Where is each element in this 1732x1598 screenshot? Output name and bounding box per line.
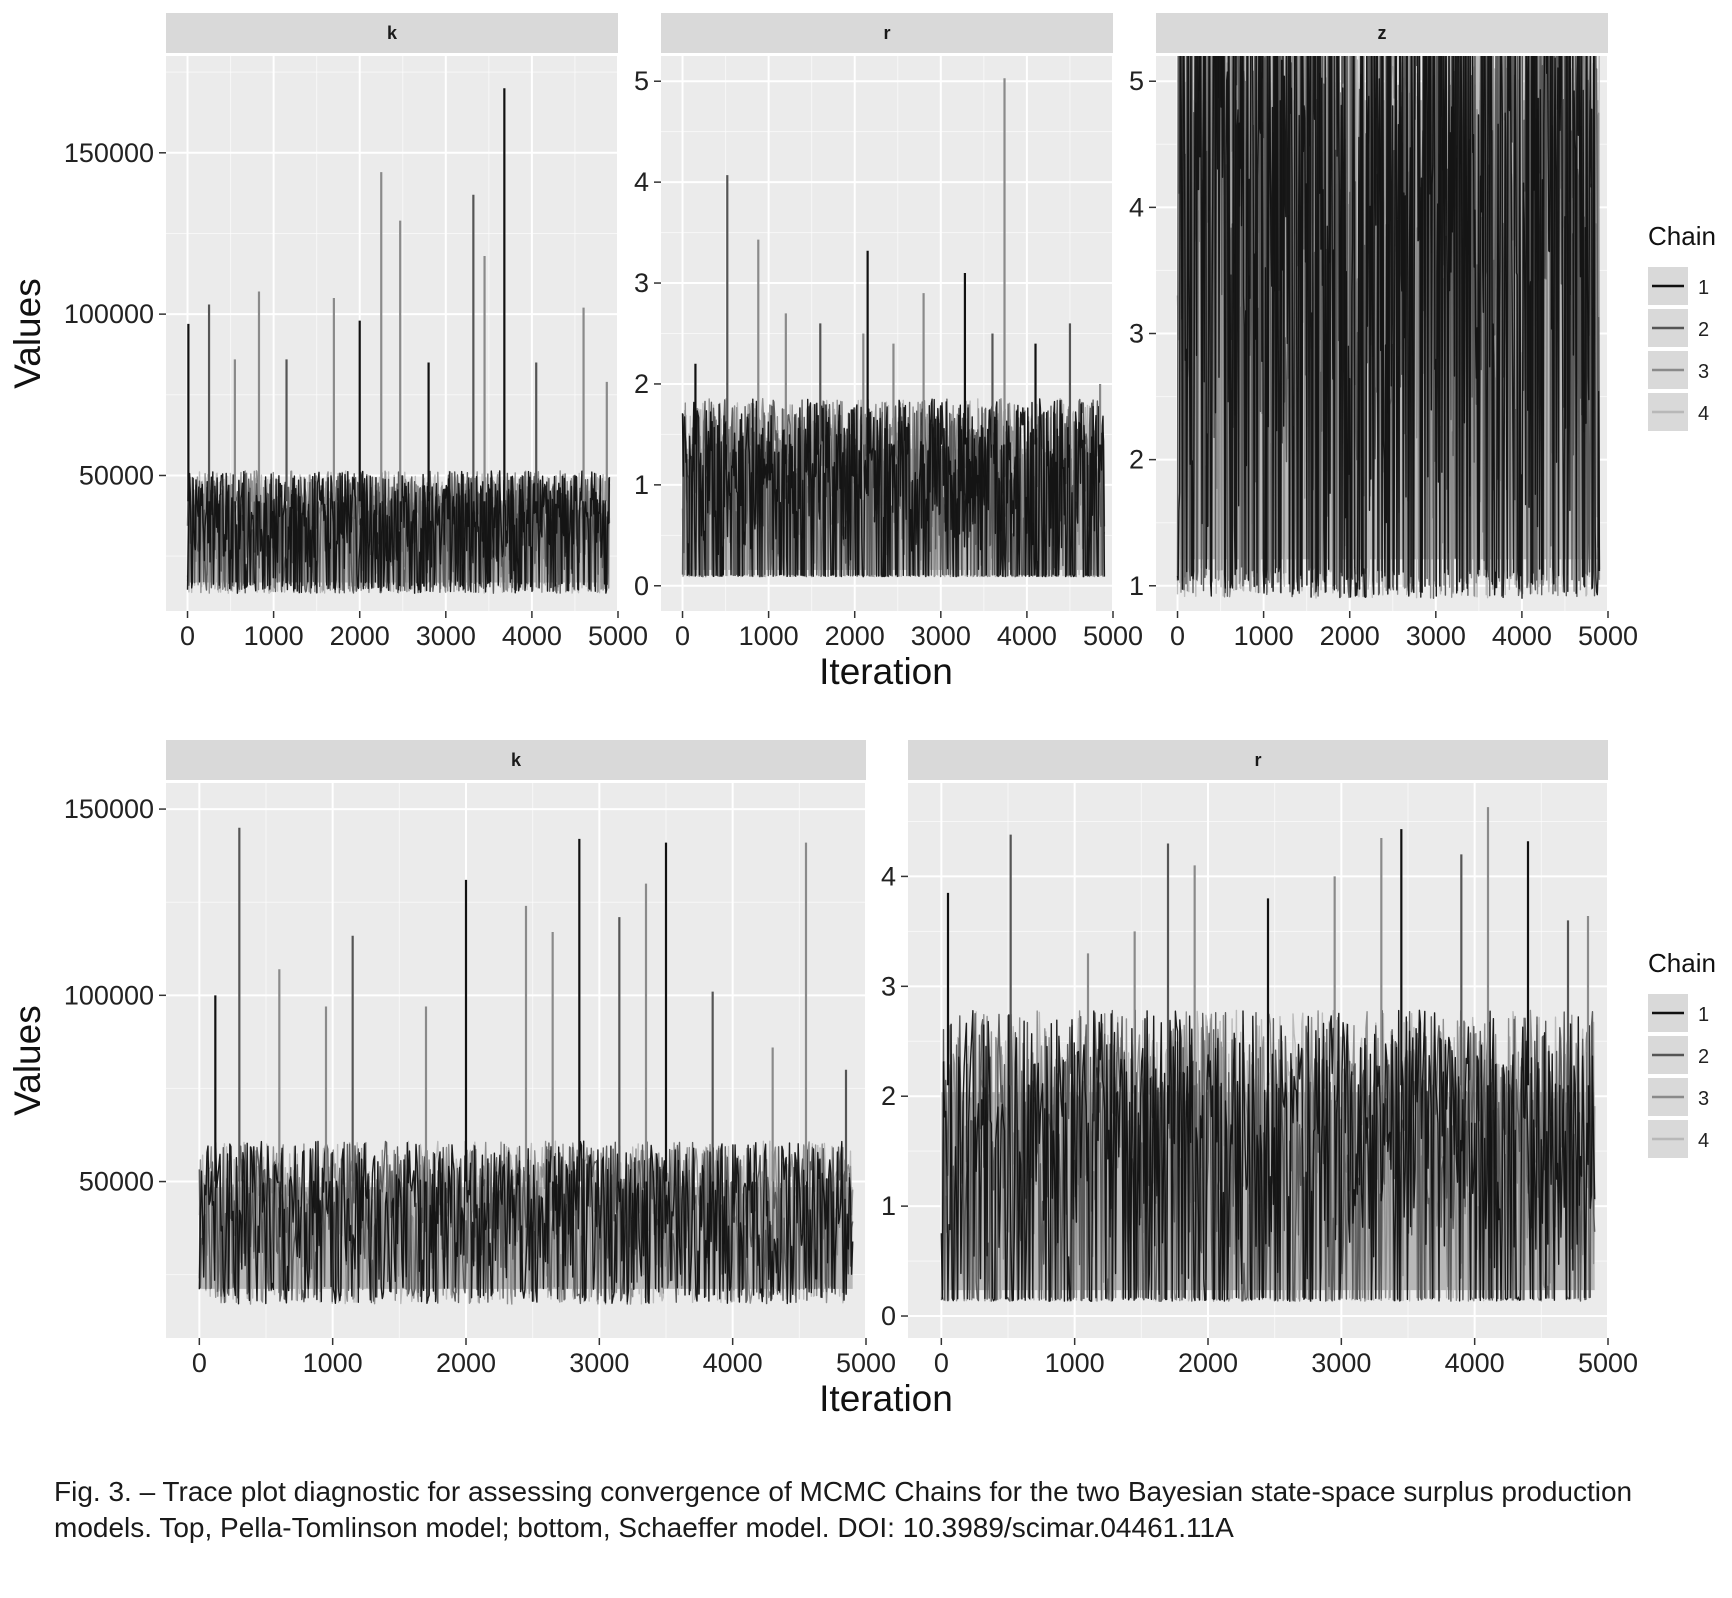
legend-item-label: 1 [1698,1004,1710,1026]
facet-panel-3 [1129,0,1638,651]
facet-strip-label: z [1377,23,1387,43]
y-tick-label: 100000 [63,980,154,1011]
x-tick-label: 4000 [501,621,562,651]
x-tick-label: 5000 [1082,621,1144,651]
facet-strip-label: r [883,23,891,43]
facet-panel-1 [7,13,648,651]
x-axis-title-top: Iteration [819,651,953,692]
chain-legend-2 [1648,948,1716,1158]
x-tick-label: 2000 [1319,621,1380,651]
legend-title: Chain [1648,221,1716,251]
x-tick-label: 3000 [1311,1348,1372,1378]
facet-strip-label: k [510,750,522,770]
x-tick-label: 1000 [1044,1348,1105,1378]
x-tick-label: 1000 [738,621,799,651]
y-tick-label: 2 [880,1081,896,1112]
facet-panel-4 [7,740,896,1378]
x-tick-label: 4000 [702,1348,763,1378]
facet-panel-5 [881,740,1638,1378]
x-tick-label: 0 [1170,621,1186,651]
y-tick-label: 150000 [63,137,154,168]
x-tick-label: 0 [191,1348,207,1378]
legend-item-label: 1 [1698,277,1710,299]
legend-item-label: 3 [1698,361,1710,383]
x-tick-label: 5000 [835,1348,897,1378]
x-tick-label: 4000 [996,621,1057,651]
x-tick-label: 2000 [824,621,885,651]
x-tick-label: 0 [675,621,691,651]
x-tick-label: 3000 [1405,621,1466,651]
y-tick-label: 4 [633,167,649,198]
x-tick-label: 3000 [910,621,971,651]
x-tick-label: 0 [180,621,196,651]
legend-item-label: 3 [1698,1088,1710,1110]
y-tick-label: 3 [633,268,649,299]
x-tick-label: 2000 [329,621,390,651]
x-tick-label: 1000 [1233,621,1294,651]
y-tick-label: 1 [1128,570,1144,601]
x-tick-label: 2000 [1177,1348,1239,1378]
x-tick-label: 5000 [1577,621,1639,651]
x-tick-label: 3000 [415,621,476,651]
facet-strip-label: k [386,23,398,43]
x-tick-label: 3000 [569,1348,630,1378]
y-tick-label: 4 [880,861,896,892]
x-tick-label: 1000 [243,621,304,651]
trace-series [1178,0,1600,598]
legend-item-label: 4 [1698,1130,1710,1152]
y-tick-label: 2 [1128,444,1144,475]
y-tick-label: 3 [1128,318,1144,349]
y-tick-label: 0 [880,1301,896,1332]
chain-legend-1 [1648,221,1716,431]
legend-item-label: 2 [1698,1046,1710,1068]
y-tick-label: 50000 [78,460,154,491]
y-tick-label: 1 [880,1191,896,1222]
facet-strip-label: r [1254,750,1262,770]
y-axis-title: Values [7,278,48,389]
x-tick-label: 1000 [302,1348,363,1378]
x-tick-label: 0 [933,1348,949,1378]
x-axis-title-bottom: Iteration [819,1378,953,1419]
x-tick-label: 4000 [1444,1348,1505,1378]
y-tick-label: 5 [1128,66,1144,97]
y-tick-label: 100000 [63,299,154,330]
x-tick-label: 5000 [587,621,649,651]
facet-panel-2 [634,13,1143,651]
y-tick-label: 50000 [78,1166,154,1197]
y-tick-label: 4 [1128,192,1144,223]
x-tick-label: 2000 [435,1348,497,1378]
y-tick-label: 150000 [63,794,154,825]
y-tick-label: 2 [633,368,649,399]
x-tick-label: 4000 [1491,621,1552,651]
y-axis-title: Values [7,1005,48,1116]
y-tick-label: 3 [880,971,896,1002]
y-tick-label: 5 [633,66,649,97]
y-tick-label: 1 [633,469,649,500]
y-tick-label: 0 [633,570,649,601]
figure-caption: Fig. 3. – Trace plot diagnostic for assessing convergence of MCMC Chains for the two Bayesian state-space surplus production models. Top, Pella-Tomlinson model; bottom, Schaeffer model. DOI: 10.3989/scimar.04461.11A [54,1476,1633,1543]
legend-item-label: 4 [1698,403,1710,425]
x-tick-label: 5000 [1577,1348,1639,1378]
legend-title: Chain [1648,948,1716,978]
legend-item-label: 2 [1698,319,1710,341]
